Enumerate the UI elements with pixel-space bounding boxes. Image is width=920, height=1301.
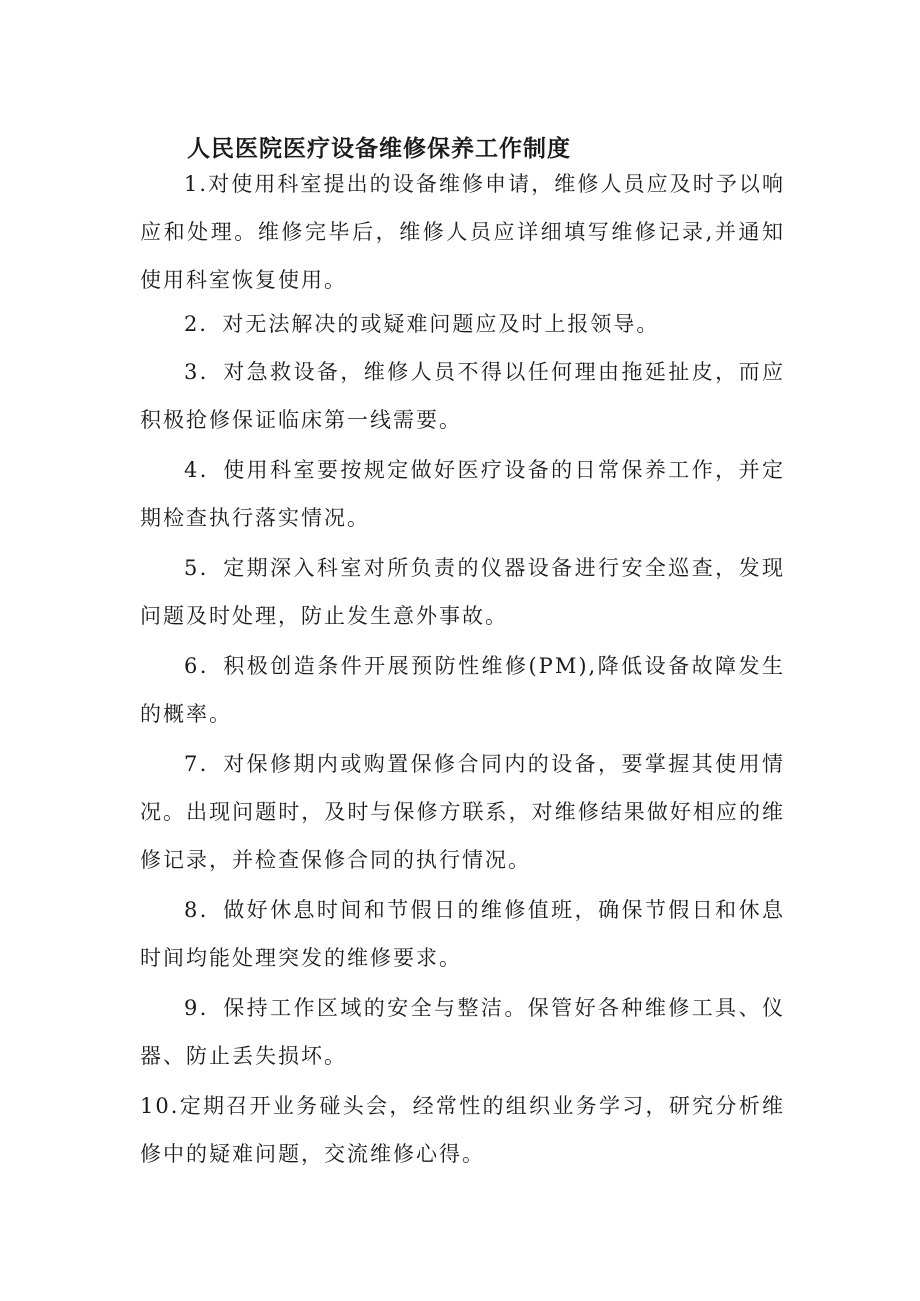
- rule-item-4: 4．使用科室要按规定做好医疗设备的日常保养工作，并定期检查执行落实情况。: [140, 458, 785, 530]
- document-title: 人民医院医疗设备维修保养工作制度: [187, 135, 571, 162]
- rule-item-2: 2．对无法解决的或疑难问题应及时上报领导。: [184, 312, 660, 336]
- rule-item-6: 6．积极创造条件开展预防性维修(PM),降低设备故障发生的概率。: [140, 654, 785, 726]
- rule-item-5: 5．定期深入科室对所负责的仪器设备进行安全巡查，发现问题及时处理，防止发生意外事故。: [140, 556, 785, 628]
- rule-item-1: 1.对使用科室提出的设备维修申请，维修人员应及时予以响应和处理。维修完毕后，维修人员应详细填写维修记录,并通知使用科室恢复使用。: [140, 172, 785, 292]
- rule-item-8: 8．做好休息时间和节假日的维修值班，确保节假日和休息时间均能处理突发的维修要求。: [140, 898, 785, 970]
- rule-item-9: 9．保持工作区域的安全与整洁。保管好各种维修工具、仪器、防止丢失损坏。: [140, 996, 785, 1068]
- rule-item-7: 7．对保修期内或购置保修合同内的设备，要掌握其使用情况。出现问题时，及时与保修方联系，对维修结果做好相应的维修记录，并检查保修合同的执行情况。: [140, 752, 785, 872]
- rule-item-10: 10.定期召开业务碰头会，经常性的组织业务学习，研究分析维修中的疑难问题，交流维修心得。: [140, 1094, 785, 1166]
- rule-item-3: 3．对急救设备，维修人员不得以任何理由拖延扯皮，而应积极抢修保证临床第一线需要。: [140, 360, 785, 432]
